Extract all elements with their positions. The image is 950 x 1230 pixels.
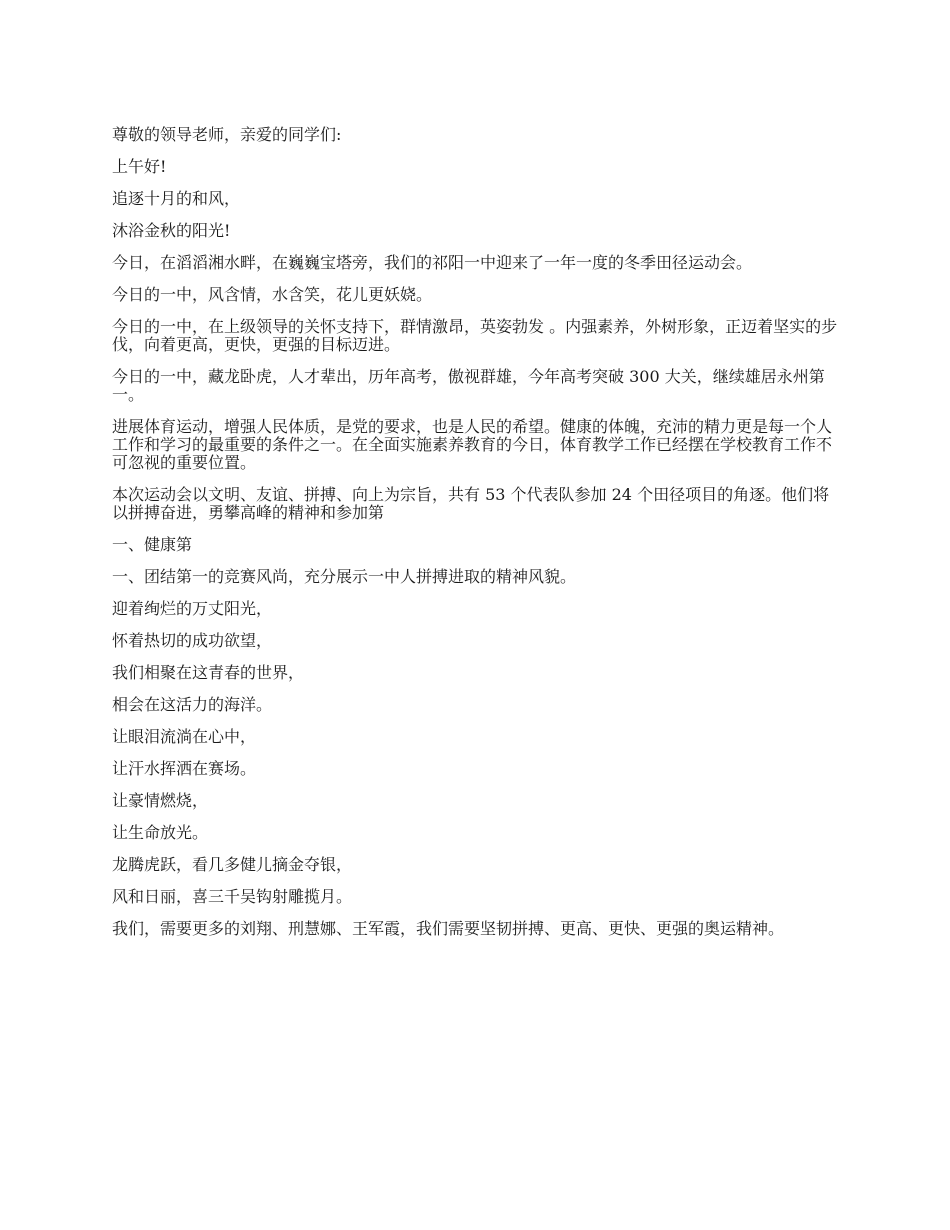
verse-line: 追逐十月的和风， — [112, 189, 241, 208]
body-paragraph: 我们，需要更多的刘翔、刑慧娜、王军霞，我们需要坚韧拼搏、更高、更快、更强的奥运精神。 — [112, 919, 785, 938]
verse-line: 迎着绚烂的万丈阳光， — [112, 599, 273, 618]
document-body — [112, 126, 838, 952]
verse-line: 让豪情燃烧， — [112, 791, 209, 810]
verse-line: 怀着热切的成功欲望， — [112, 631, 273, 650]
body-paragraph: 今日的一中，藏龙卧虎，人才辈出，历年高考，傲视群雄，今年高考突破 300 大关，继续雄居永州第一。 — [112, 367, 825, 404]
verse-line: 龙腾虎跃，看几多健儿摘金夺银， — [112, 855, 353, 874]
body-paragraph: 一、健康第 — [112, 535, 193, 554]
body-paragraph: 一、团结第一的竞赛风尚，充分展示一中人拼搏进取的精神风貌。 — [112, 567, 577, 586]
good-morning-line: 上午好! — [112, 157, 167, 176]
body-paragraph: 今日的一中，在上级领导的关怀支持下，群情激昂，英姿勃发 。内强素养，外树形象，正迈着坚实的步伐，向着更高，更快，更强的目标迈进。 — [112, 317, 838, 354]
verse-line: 让眼泪流淌在心中， — [112, 727, 257, 746]
body-paragraph: 今日，在滔滔湘水畔，在巍巍宝塔旁，我们的祁阳一中迎来了一年一度的冬季田径运动会。 — [112, 253, 753, 272]
body-paragraph: 进展体育运动，增强人民体质，是党的要求，也是人民的希望。健康的体魄，充沛的精力更是每一个人工作和学习的最重要的条件之一。在全面实施素养教育的今日，体育教学工作已经摆在学校教育工作不可忽视的重要位置。 — [112, 417, 833, 472]
verse-line: 我们相聚在这青春的世界， — [112, 663, 305, 682]
body-paragraph: 本次运动会以文明、友谊、拼搏、向上为宗旨，共有 53 个代表队参加 24 个田径项目的角逐。他们将以拼搏奋进，勇攀高峰的精神和参加第 — [112, 485, 830, 522]
greeting-line: 尊敬的领导老师，亲爱的同学们: — [112, 125, 342, 144]
verse-line: 让汗水挥洒在赛场。 — [112, 759, 257, 778]
verse-line: 风和日丽，喜三千吴钩射雕揽月。 — [112, 887, 353, 906]
body-paragraph: 今日的一中，风含情，水含笑，花儿更妖娆。 — [112, 285, 433, 304]
verse-line: 沐浴金秋的阳光! — [112, 221, 231, 240]
verse-line: 相会在这活力的海洋。 — [112, 695, 273, 714]
verse-line: 让生命放光。 — [112, 823, 209, 842]
